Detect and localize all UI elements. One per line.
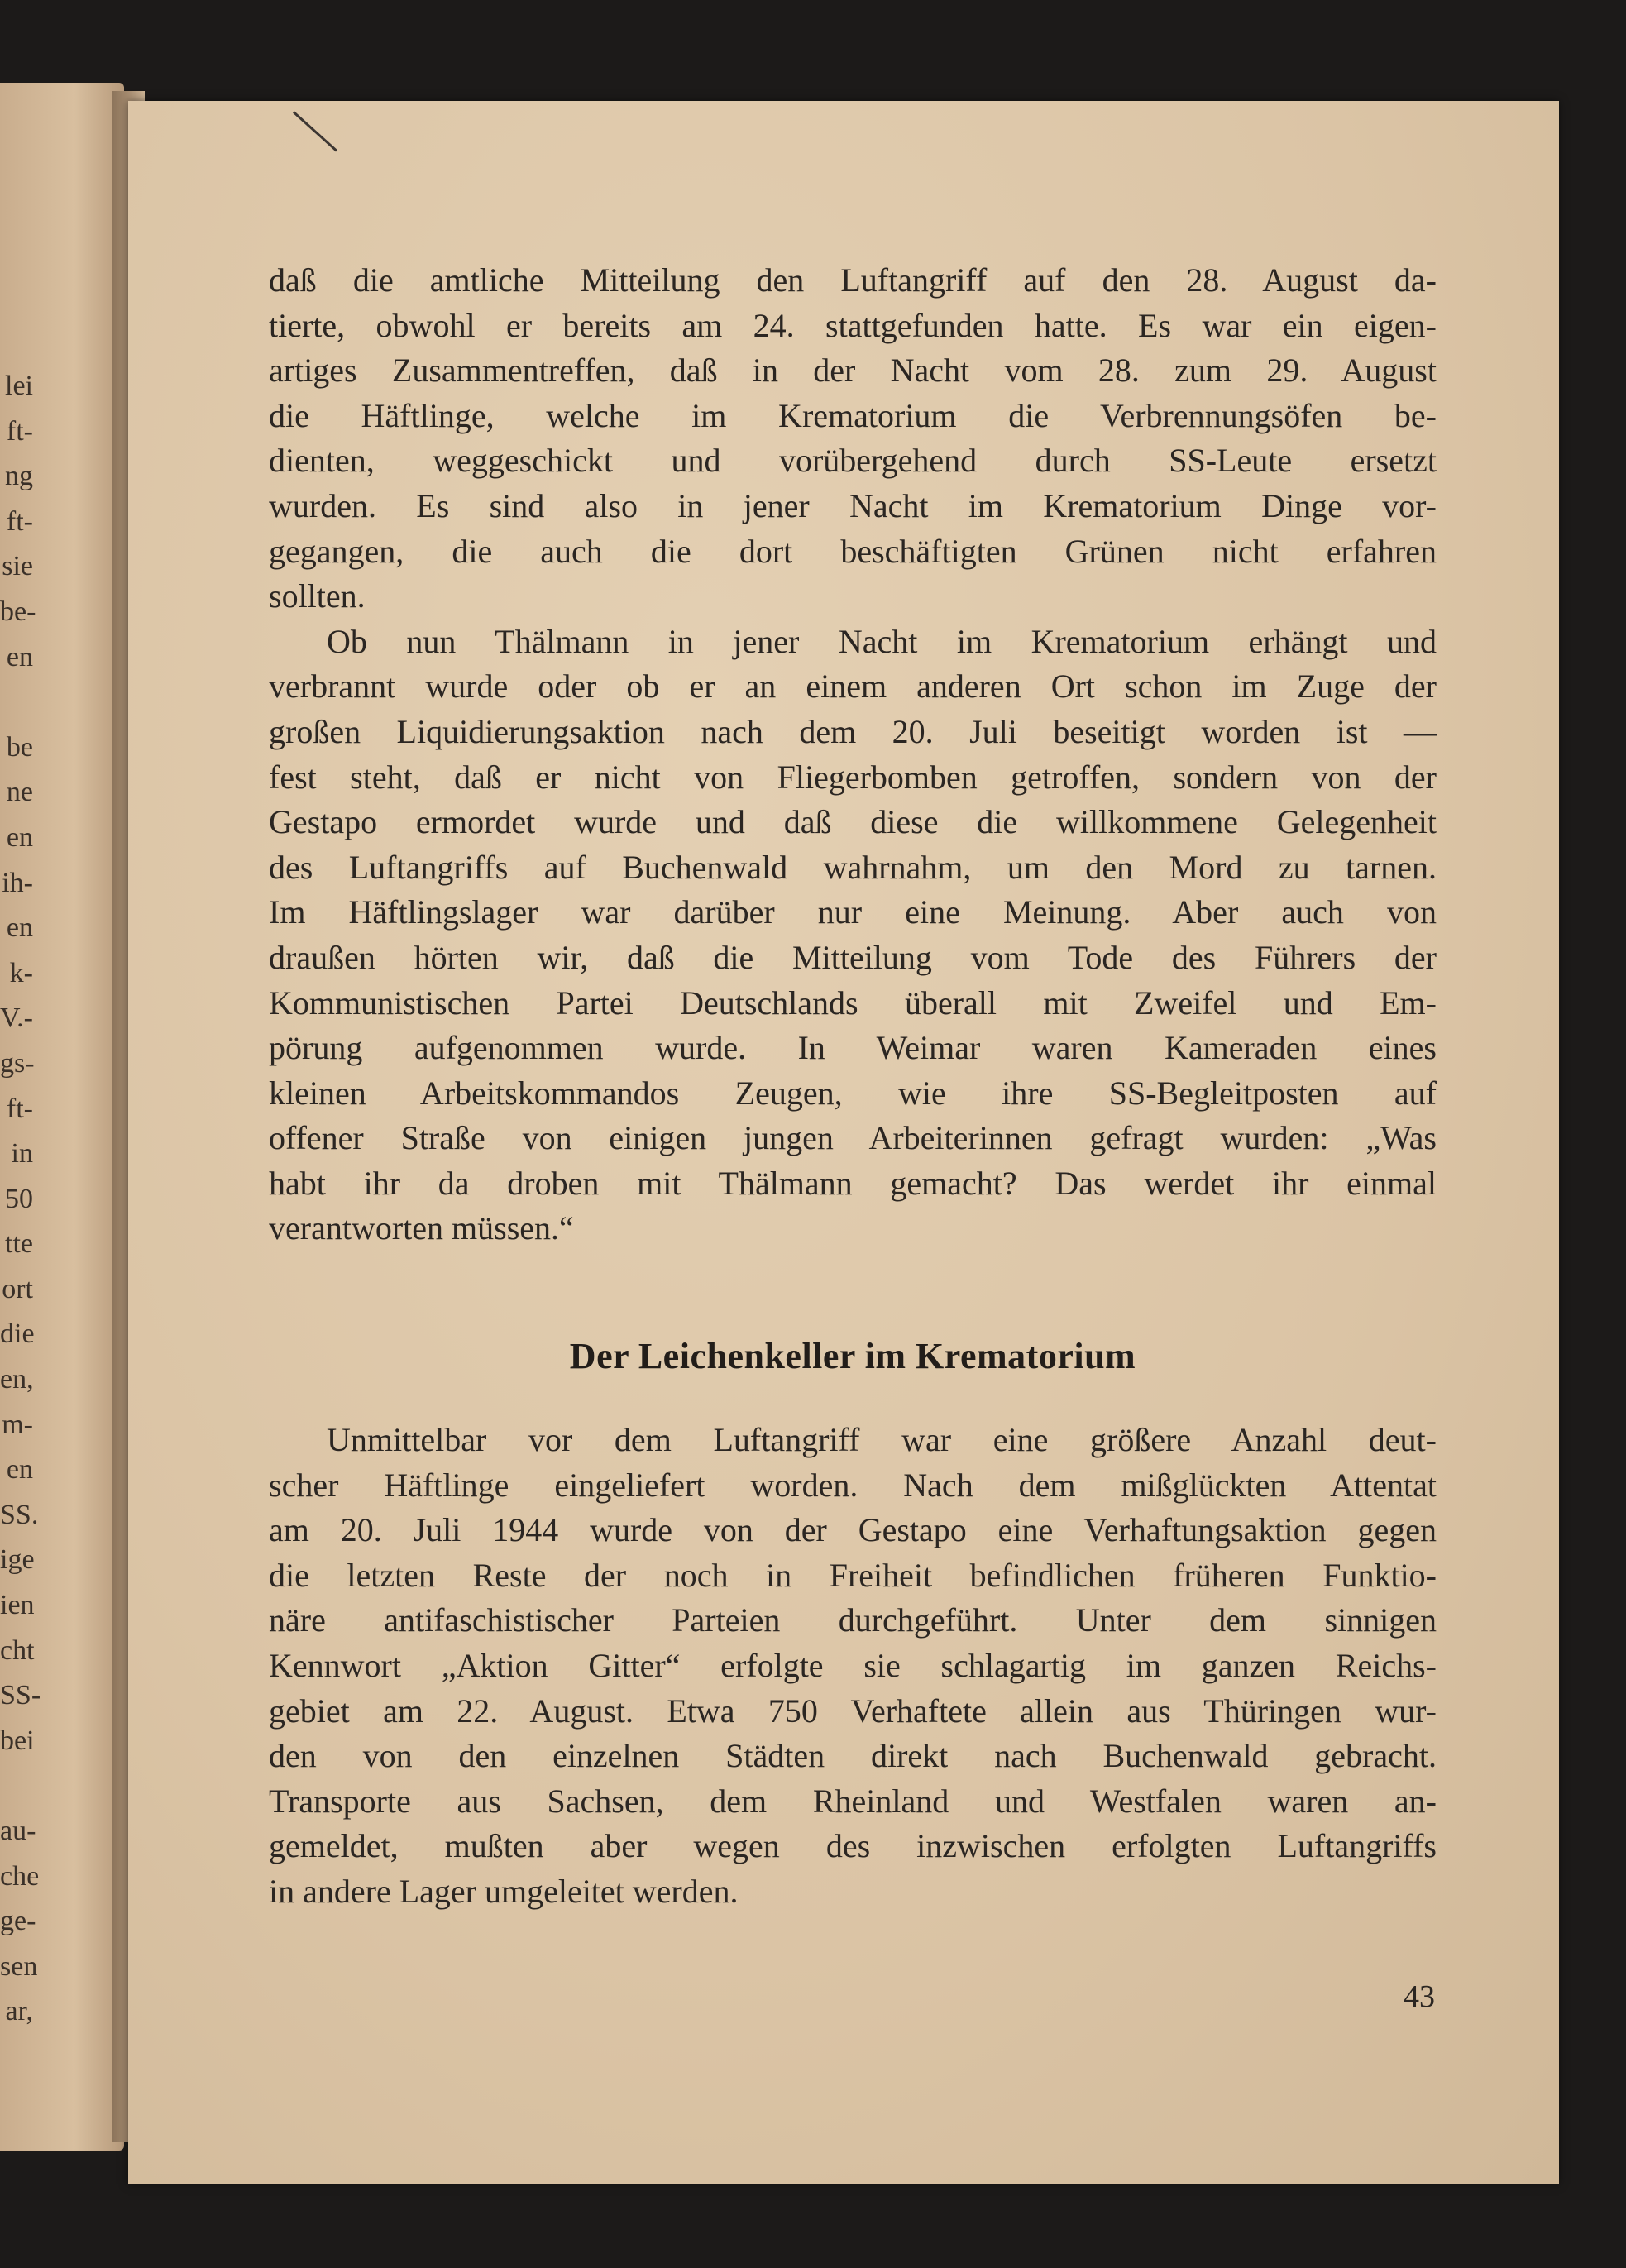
left-page-fragment: m-: [2, 1409, 33, 1440]
left-page-fragment: en,: [0, 1364, 34, 1395]
text-line: Im Häftlingslager war darüber nur eine Meinung. Aber auch von: [269, 893, 1437, 931]
left-page-fragment: k-: [9, 957, 33, 988]
left-page-fragment: be: [6, 731, 33, 763]
left-page-fragment: tte: [5, 1228, 33, 1260]
pencil-mark: [293, 111, 337, 151]
left-page-fragment: in: [11, 1138, 33, 1170]
text-line: den von den einzelnen Städten direkt nach Buchenwald gebracht.: [269, 1737, 1437, 1775]
left-page-fragment: cht: [0, 1634, 35, 1666]
left-page-fragment: SS-: [0, 1680, 41, 1711]
left-page-fragment: ft-: [6, 505, 33, 537]
text-line: großen Liquidierungsaktion nach dem 20. Juli beseitigt worden ist —: [269, 712, 1437, 750]
text-line: Unmittelbar vor dem Luftangriff war eine größere Anzahl deut-: [327, 1421, 1437, 1458]
paragraph-2: [269, 620, 1437, 1251]
text-line: sollten.: [269, 577, 366, 615]
text-line: scher Häftlinge eingeliefert worden. Nach dem mißglückten Attentat: [269, 1466, 1437, 1504]
text-line: Transporte aus Sachsen, dem Rheinland und Westfalen waren an-: [269, 1782, 1437, 1820]
left-page-fragment: en: [6, 821, 33, 853]
left-page-fragment: be-: [0, 596, 36, 627]
text-line: gebiet am 22. August. Etwa 750 Verhaftete allein aus Thüringen wur-: [269, 1691, 1437, 1730]
text-line: in andere Lager umgeleitet werden.: [269, 1872, 739, 1910]
left-page-fragment: ort: [2, 1273, 33, 1304]
section-body: [269, 1418, 1437, 1915]
text-line: pörung aufgenommen wurde. In Weimar waren Kameraden eines: [269, 1029, 1437, 1067]
text-line: wurden. Es sind also in jener Nacht im Krematorium Dinge vor-: [269, 486, 1437, 524]
text-line: gemeldet, mußten aber wegen des inzwischen erfolgten Luftangriffs: [269, 1827, 1437, 1865]
left-page-fragment: ih-: [2, 867, 33, 898]
left-page-fragment: ar,: [5, 1996, 33, 2027]
left-page-fragment: au-: [0, 1816, 36, 1846]
text-line: tierte, obwohl er bereits am 24. stattgefunden hatte. Es war ein eigen-: [269, 306, 1437, 344]
left-page-fragment: ige: [0, 1544, 35, 1576]
text-line: daß die amtliche Mitteilung den Luftangriff auf den 28. August da-: [269, 261, 1437, 299]
left-page-fragment: ft-: [6, 415, 33, 447]
text-line: artiges Zusammentreffen, daß in der Nacht vom 28. zum 29. August: [269, 352, 1437, 390]
left-page-fragment: ft-: [6, 1093, 33, 1124]
left-page-fragment: ge-: [0, 1906, 36, 1937]
page-number: 43: [1404, 1979, 1435, 2014]
text-line: draußen hörten wir, daß die Mitteilung vom Tode des Führers der: [269, 938, 1437, 976]
left-page-fragments: [0, 364, 41, 2035]
left-page-fragment: sen: [0, 1950, 38, 1982]
section-heading: Der Leichenkeller im Krematorium: [569, 1336, 1136, 1376]
left-page-fragment: die: [0, 1318, 35, 1350]
text-line: habt ihr da droben mit Thälmann gemacht? Das werdet ihr einmal: [269, 1164, 1437, 1202]
left-page-fragment: [0, 680, 33, 725]
left-page-fragment: lei: [5, 371, 33, 401]
left-page-fragment: che: [0, 1860, 40, 1892]
text-line: gegangen, die auch die dort beschäftigten Grünen nicht erfahren: [269, 532, 1437, 570]
book-page: [128, 101, 1559, 2184]
left-page-fragment: SS.: [0, 1499, 39, 1530]
paragraph-1: [269, 258, 1437, 620]
paragraph-3: [269, 1418, 1437, 1915]
text-line: verantworten müssen.“: [269, 1209, 574, 1247]
left-page-fragment: V.-: [0, 1002, 33, 1034]
text-line: dienten, weggeschickt und vorübergehend durch SS-Leute ersetzt: [269, 442, 1437, 480]
body-text: [269, 258, 1437, 1251]
left-page-fragment: ne: [6, 777, 33, 808]
left-page-fragment: 50: [5, 1183, 33, 1214]
left-page-fragment: [0, 1763, 33, 1809]
text-line: verbrannt wurde oder ob er an einem anderen Ort schon im Zuge der: [269, 667, 1437, 706]
text-line: die Häftlinge, welche im Krematorium die Verbrennungsöfen be-: [269, 396, 1437, 434]
text-line: die letzten Reste der noch in Freiheit befindlichen früheren Funktio-: [269, 1556, 1437, 1594]
left-page-fragment: sie: [2, 551, 33, 582]
left-page-fragment: gs-: [0, 1047, 35, 1079]
text-line: Gestapo ermordet wurde und daß diese die willkommene Gelegenheit: [269, 803, 1437, 841]
text-line: am 20. Juli 1944 wurde von der Gestapo eine Verhaftungsaktion gegen: [269, 1511, 1437, 1549]
left-page-fragment: en: [6, 641, 33, 672]
left-page-fragment: ien: [0, 1590, 35, 1621]
text-line: Ob nun Thälmann in jener Nacht im Krematorium erhängt und: [327, 622, 1437, 660]
text-line: fest steht, daß er nicht von Fliegerbomben getroffen, sondern von der: [269, 758, 1437, 796]
left-facing-page: [0, 83, 124, 2151]
text-line: offener Straße von einigen jungen Arbeiterinnen gefragt wurden: „Was: [269, 1119, 1437, 1157]
text-line: Kennwort „Aktion Gitter“ erfolgte sie schlagartig im ganzen Reichs-: [269, 1646, 1437, 1684]
text-line: des Luftangriffs auf Buchenwald wahrnahm, um den Mord zu tarnen.: [269, 848, 1437, 886]
text-line: Kommunistischen Partei Deutschlands überall mit Zweifel und Em-: [269, 983, 1437, 1022]
left-page-fragment: ng: [5, 461, 33, 492]
left-page-fragment: bei: [0, 1725, 35, 1756]
text-line: kleinen Arbeitskommandos Zeugen, wie ihre SS-Begleitposten auf: [269, 1074, 1437, 1112]
text-line: näre antifaschistischer Parteien durchgeführt. Unter dem sinnigen: [269, 1601, 1437, 1639]
left-page-fragment: en: [6, 1454, 33, 1486]
left-page-fragment: en: [6, 912, 33, 944]
